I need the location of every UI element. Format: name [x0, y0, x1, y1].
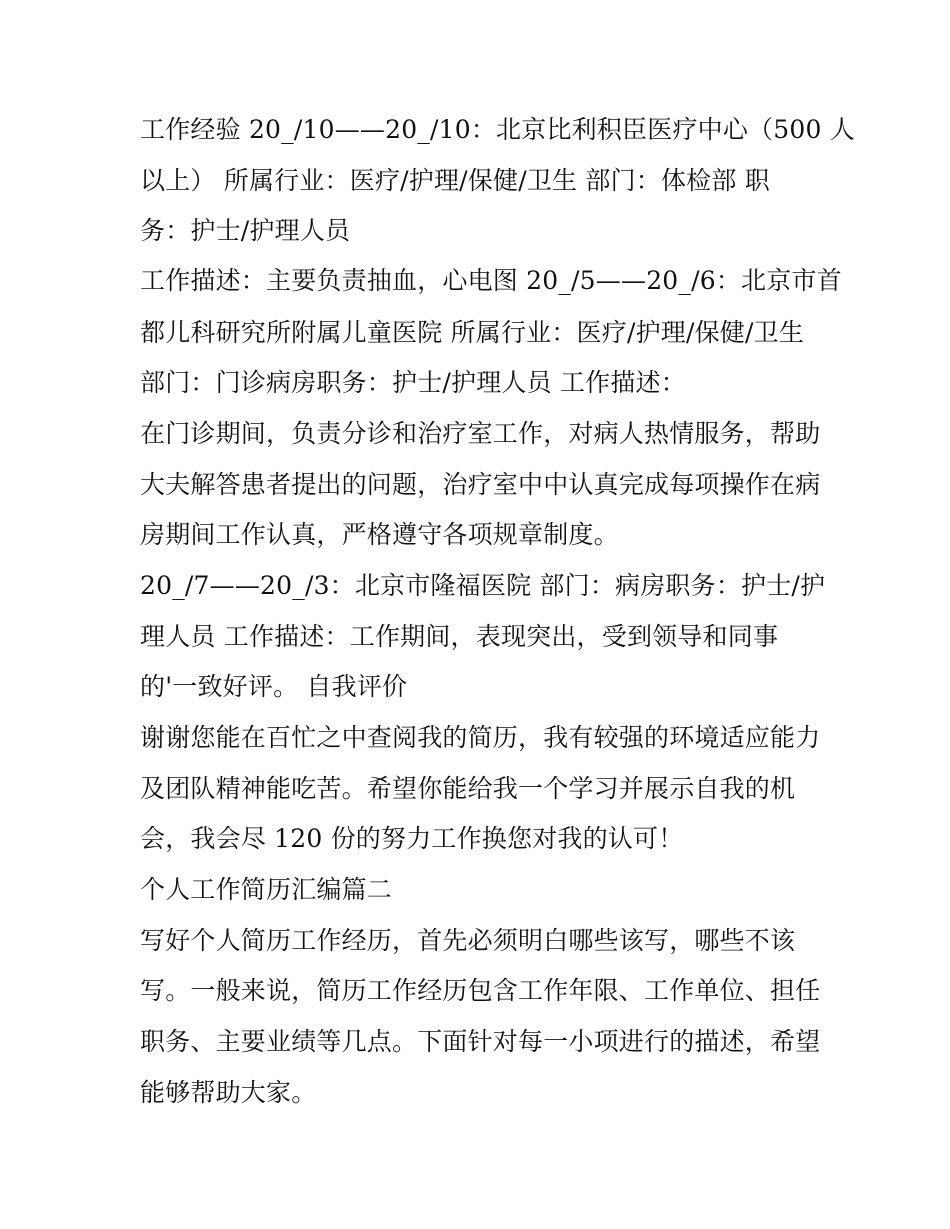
text-line: 的'一致好评。 自我评价: [140, 672, 408, 701]
text-line: 20_/7——20_/3：北京市隆福医院 部门：病房职务：护士/护: [140, 571, 826, 600]
text-line: 房期间工作认真，严格遵守各项规章制度。: [140, 520, 619, 549]
text-line: 写好个人简历工作经历，首先必须明白哪些该写，哪些不该: [140, 926, 796, 955]
section-heading: 个人工作简历汇编篇二: [140, 875, 393, 904]
text-line: 谢谢您能在百忙之中查阅我的简历，我有较强的环境适应能力: [140, 723, 821, 752]
text-line: 理人员 工作描述：工作期间，表现突出，受到领导和同事: [140, 622, 779, 651]
text-line: 会，我会尽 120 份的努力工作换您对我的认可！: [140, 824, 684, 853]
text-line: 写。一般来说，简历工作经历包含工作年限、工作单位、担任: [140, 976, 821, 1005]
text-line: 工作经验 20_/10——20_/10：北京比利积臣医疗中心（500 人: [140, 115, 855, 144]
text-line: 工作描述：主要负责抽血，心电图 20_/5——20_/6：北京市首: [140, 266, 842, 295]
text-line: 职务、主要业绩等几点。下面针对每一小项进行的描述，希望: [140, 1027, 821, 1056]
text-line: 部门：门诊病房职务：护士/护理人员 工作描述：: [140, 368, 686, 397]
text-line: 及团队精神能吃苦。希望你能给我一个学习并展示自我的机: [140, 774, 796, 803]
text-line: 都儿科研究所附属儿童医院 所属行业：医疗/护理/保健/卫生: [140, 318, 805, 347]
text-line: 务：护士/护理人员: [140, 216, 351, 245]
text-line: 大夫解答患者提出的问题，治疗室中中认真完成每项操作在病: [140, 470, 821, 499]
text-line: 能够帮助大家。: [140, 1078, 317, 1107]
text-line: 在门诊期间，负责分诊和治疗室工作，对病人热情服务，帮助: [140, 419, 821, 448]
text-line: 以上） 所属行业：医疗/护理/保健/卫生 部门：体检部 职: [140, 166, 770, 195]
